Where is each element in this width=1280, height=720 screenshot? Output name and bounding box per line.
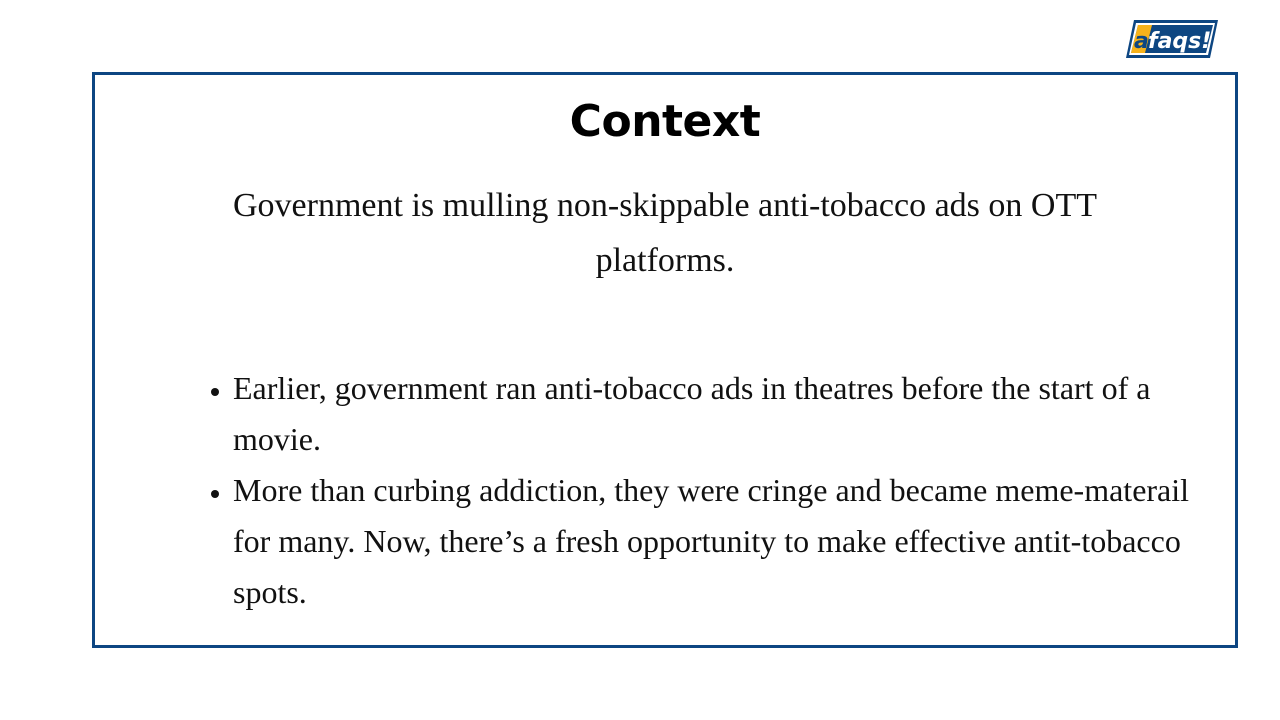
svg-text:a: a — [1134, 29, 1149, 54]
bullet-item: • More than curbing addiction, they were cringe and became meme-materail for many. Now, there’s a fresh opportunity to make effective antit-tobacco spots. — [233, 465, 1205, 618]
afaqs-logo — [1126, 18, 1218, 60]
bullet-list — [205, 363, 1205, 618]
slide-title: Context — [569, 96, 761, 147]
lead-statement: Government is mulling non-skippable anti-tobacco ads on OTT platforms. — [233, 187, 1097, 279]
bullet-item: • Earlier, government ran anti-tobacco ads in theatres before the start of a movie. — [233, 363, 1205, 465]
content-frame — [92, 72, 1238, 648]
svg-text:faqs!: faqs! — [1148, 29, 1212, 54]
